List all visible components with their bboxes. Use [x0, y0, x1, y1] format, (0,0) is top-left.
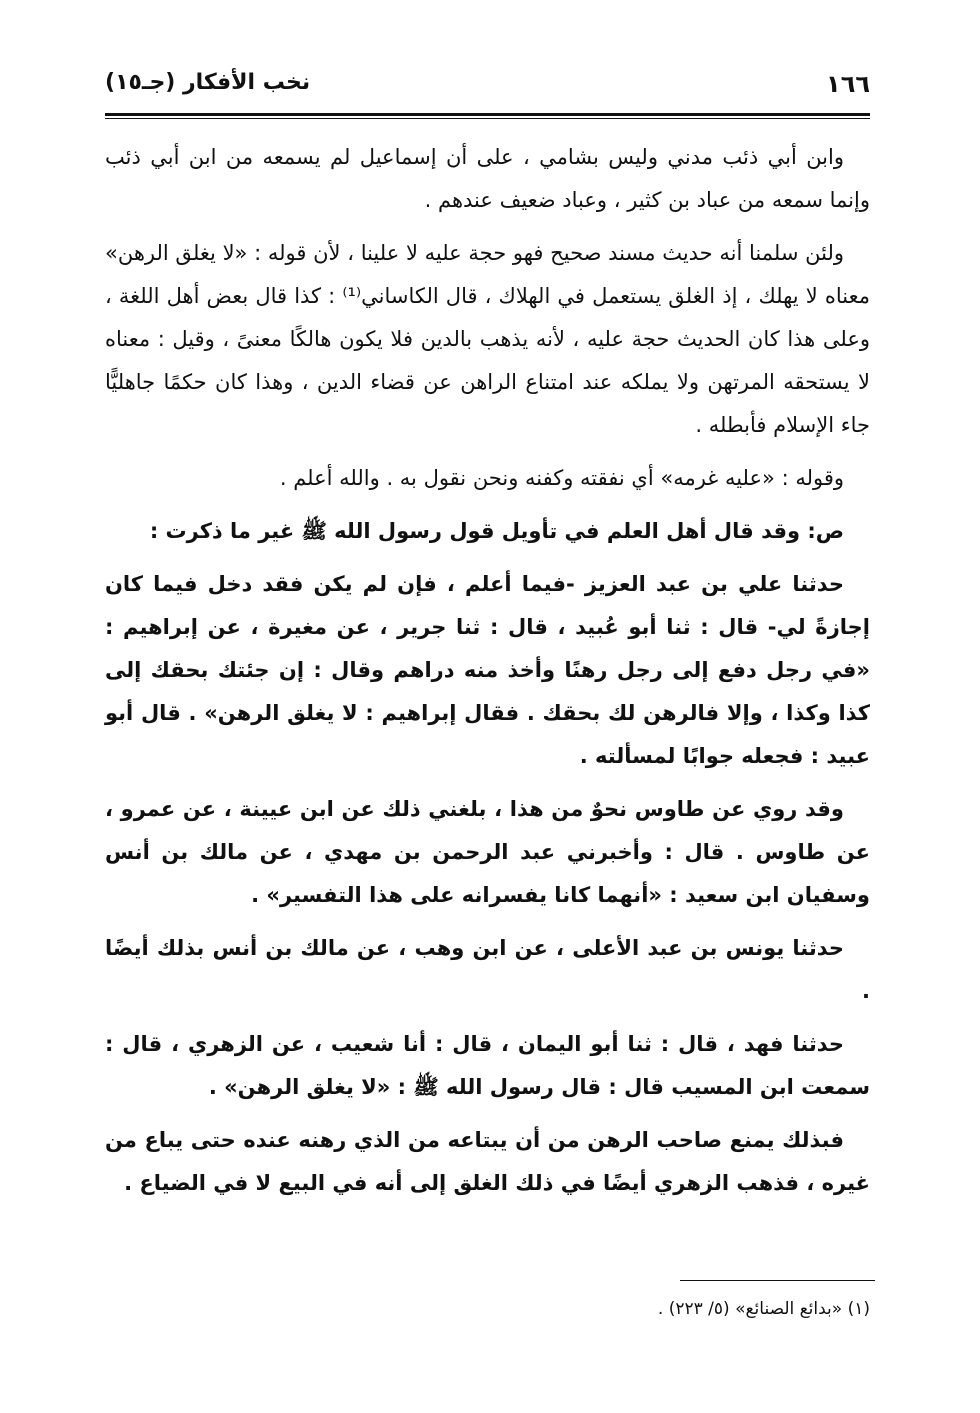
paragraph-heading: ص: وقد قال أهل العلم في تأويل قول رسول الله ﷺ غير ما ذكرت :	[149, 519, 844, 543]
paragraph: حدثنا فهد ، قال : ثنا أبو اليمان ، قال : أنا شعيب ، عن الزهري ، قال : سمعت ابن المسيب قال : قال رسول الله ﷺ : «لا يغلق الرهن» .	[105, 1032, 870, 1099]
paragraph: حدثنا علي بن عبد العزيز -فيما أعلم ، فإن لم يكن فقد دخل فيما كان إجازةً لي- قال : ثنا أبو عُبيد ، قال : ثنا جرير ، عن مغيرة ، عن إبراهيم : «في رجل دفع إلى رجل رهنًا وأخذ منه دراهم وقال : إن جئتك بحقك إلى كذا وكذا ، وإلا فالرهن لك بحقك . فقال إبراهيم : لا يغلق الرهن» . قال أبو عبيد : فجعله جوابًا لمسألته .	[105, 572, 870, 768]
paragraph: وابن أبي ذئب مدني وليس بشامي ، على أن إسماعيل لم يسمعه من ابن أبي ذئب وإنما سمعه من عباد بن كثير ، وعباد ضعيف عندهم .	[105, 145, 870, 212]
page-number: ١٦٦	[826, 70, 870, 98]
main-text	[105, 136, 870, 1215]
header-rule	[105, 113, 870, 116]
header-rule-thin	[105, 118, 870, 119]
paragraph: ولئن سلمنا أنه حديث مسند صحيح فهو حجة عليه لا علينا ، لأن قوله : «لا يغلق الرهن» معناه لا يهلك ، إذ الغلق يستعمل في الهلاك ، قال الكاساني⁽¹⁾ : كذا قال بعض أهل اللغة ، وعلى هذا كان الحديث حجة عليه ، لأنه يذهب بالدين فلا يكون هالكًا معنىً ، وقيل : معناه لا يستحقه المرتهن ولا يملكه عند امتناع الراهن عن قضاء الدين ، وهذا كان حكمًا جاهليًّا جاء الإسلام فأبطله .	[105, 241, 870, 437]
page-header	[105, 70, 870, 110]
footnote: (١) «بدائع الصنائع» (٥/ ٢٢٣) .	[657, 1299, 870, 1319]
footnote-rule	[680, 1280, 875, 1281]
paragraph: حدثنا يونس بن عبد الأعلى ، عن ابن وهب ، عن مالك بن أنس بذلك أيضًا .	[105, 936, 870, 1003]
running-title: نخب الأفكار (جـ١٥)	[105, 70, 311, 95]
paragraph: وقوله : «عليه غرمه» أي نفقته وكفنه ونحن نقول به . والله أعلم .	[279, 466, 844, 490]
paragraph: وقد روي عن طاوس نحوٌ من هذا ، بلغني ذلك عن ابن عيينة ، عن عمرو ، عن طاوس . قال : وأخبرني عبد الرحمن بن مهدي ، عن مالك بن أنس وسفيان ابن سعيد : «أنهما كانا يفسرانه على هذا التفسير» .	[105, 797, 870, 907]
paragraph: فبذلك يمنع صاحب الرهن من أن يبتاعه من الذي رهنه عنده حتى يباع من غيره ، فذهب الزهري أيضًا في ذلك الغلق إلى أنه في البيع لا في الضياع .	[105, 1128, 870, 1195]
